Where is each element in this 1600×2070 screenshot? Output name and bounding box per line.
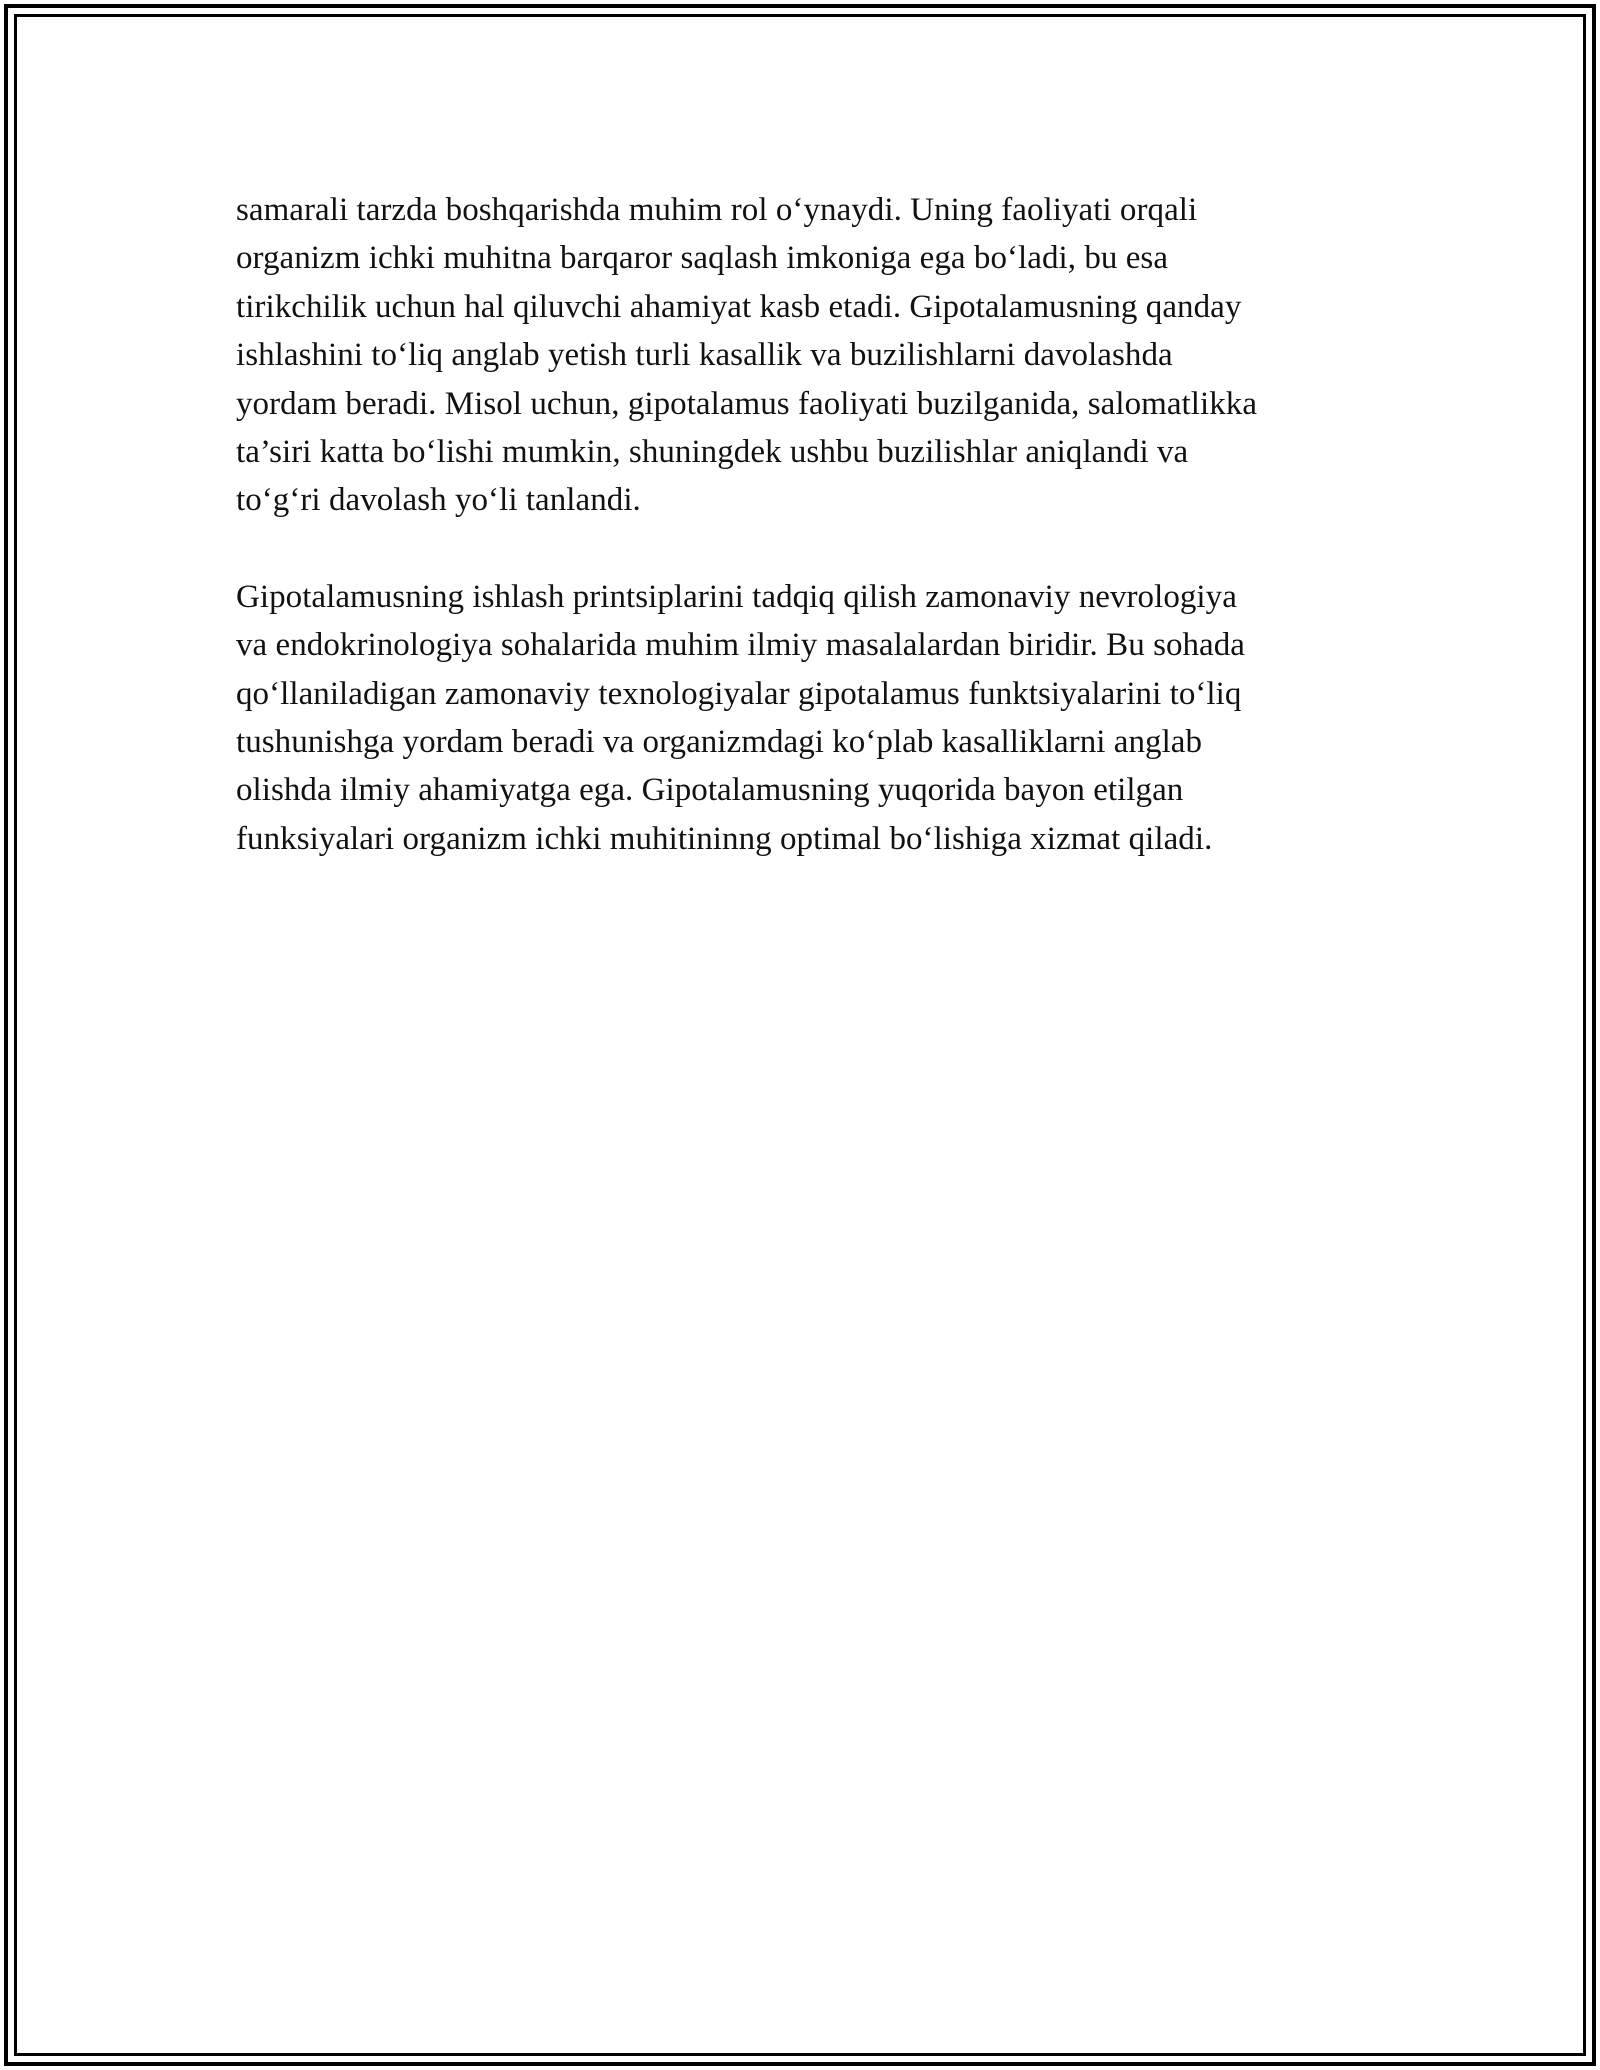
paragraph-2-line-5: olishda ilmiy ahamiyatga ega. Gipotalamusning yuqorida bayon etilgan — [236, 772, 1184, 809]
paragraph-2-line-1: Gipotalamusning ishlash printsiplarini tadqiq qilish zamonaviy nevrologiya — [236, 578, 1237, 615]
paragraph-2-line-3: qo‘llaniladigan zamonaviy texnologiyalar gipotalamus funktsiyalarini to‘liq — [236, 675, 1242, 712]
paragraph-1-line-7: to‘g‘ri davolash yo‘li tanlandi. — [236, 482, 641, 519]
document-body — [236, 186, 1376, 911]
paragraph-1-line-1: samarali tarzda boshqarishda muhim rol o‘ynaydi. Uning faoliyati orqali — [236, 192, 1198, 228]
paragraph-1-line-4: ishlashini to‘liq anglab yetish turli kasallik va buzilishlarni davolashda — [236, 337, 1173, 374]
paragraph-1-line-3: tirikchilik uchun hal qiluvchi ahamiyat kasb etadi. Gipotalamusning qanday — [236, 288, 1242, 325]
paragraph-2-line-2: va endokrinologiya sohalarida muhim ilmiy masalalardan biridir. Bu sohada — [236, 627, 1246, 664]
paragraph-1 — [236, 186, 1376, 525]
paragraph-2-line-4: tushunishga yordam beradi va organizmdagi ko‘plab kasalliklarni anglab — [236, 724, 1203, 761]
paragraph-2 — [236, 573, 1376, 863]
paragraph-1-line-2: organizm ichki muhitna barqaror saqlash imkoniga ega bo‘ladi, bu esa — [236, 240, 1169, 277]
paragraph-1-line-6: ta’siri katta bo‘lishi mumkin, shuningdek ushbu buzilishlar aniqlandi va — [236, 434, 1189, 471]
paragraph-1-line-5: yordam beradi. Misol uchun, gipotalamus faoliyati buzilganida, salomatlikka — [236, 385, 1258, 422]
paragraph-2-line-6: funksiyalari organizm ichki muhitininng optimal bo‘lishiga xizmat qiladi. — [236, 820, 1213, 857]
